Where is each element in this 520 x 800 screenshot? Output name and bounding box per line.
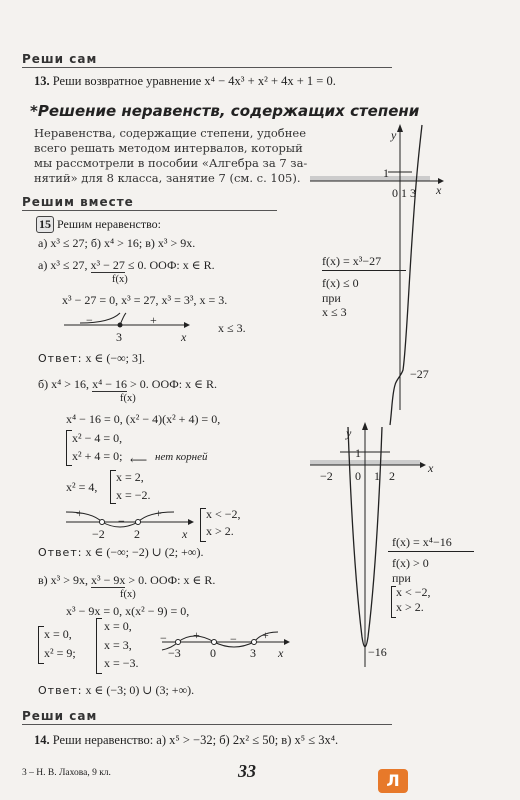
axis-label: y [346,426,352,440]
answer-v [38,683,194,698]
part-b-line-3: x² = 4, [66,480,98,494]
system-line: x = 0, [104,619,132,633]
sign-plus: + [262,628,269,642]
section-heading-reshi-sam: Реши сам [22,52,98,66]
text: ≤ 0. ООФ: x ∈ R. [124,258,215,272]
system-line: x < −2, [206,507,241,521]
arrow-icon: ⟵ [130,453,148,467]
fx-label: f(x) [120,589,136,600]
number-line-b [64,510,194,540]
function-label: f(x) = x⁴−16 [392,535,452,549]
divider [22,724,392,725]
root-label: 0 [210,646,216,660]
no-roots-note: нет корней [155,451,208,463]
system-line: x = 2, [116,470,144,484]
number-line-a [60,311,190,345]
intro-line: всего решать методом интервалов, который [34,141,303,155]
function-label: f(x) = x³−27 [322,254,382,268]
tick-label: 0 [355,469,361,483]
part-b-line-1 [38,377,217,392]
fx-label: f(x) [112,274,128,285]
task-number: 14. [34,733,50,747]
part-v-line-1 [38,573,215,588]
tick-label: 2 [389,469,395,483]
answer-label: Ответ: [38,546,83,559]
underbrace-expression: x⁴ − 16 [92,377,128,391]
task-13 [34,74,336,89]
task-text: Реши возвратное уравнение x⁴ − 4x³ + x² + 4x + 1 = 0. [52,74,336,88]
task-15-items: а) x³ ≤ 27; б) x⁴ > 16; в) x³ > 9x. [38,236,196,250]
tick-label: 1 [383,166,389,180]
sign-minus: − [160,631,167,645]
sign-minus: − [118,514,125,528]
part-a-line-1 [38,258,215,273]
system-line: x² − 4 = 0, [72,431,123,445]
answer-label: Ответ: [38,352,83,365]
root-label: 3 [250,646,256,660]
system-line: x = −3. [104,656,139,670]
result: x ≤ 3. [218,321,246,335]
sign-minus: − [230,632,237,646]
divider [22,210,277,211]
task-number: 15 [36,216,54,233]
answer-a [38,351,145,366]
part-a-line-2: x³ − 27 = 0, x³ = 27, x³ = 3³, x = 3. [62,293,228,307]
value-label: −16 [368,645,387,659]
divider [322,270,406,271]
divider [388,551,474,552]
root-label: −2 [92,527,105,541]
system-line: x = 0, [44,627,72,641]
task-14 [34,733,338,748]
section-heading-reshim-vmeste: Решим вместе [22,195,134,209]
sign-plus: + [150,313,157,327]
axis-label: x [436,183,442,197]
part-v-line-2: x³ − 9x = 0, x(x² − 9) = 0, [66,604,190,618]
underbrace-expression: x³ − 27 [90,258,125,272]
intro-line: Неравенства, содержащие степени, удобнее [34,126,306,140]
section-title: *Решение неравенств, содержащих степени [30,102,420,120]
axis-label: x [278,646,284,660]
tick-label: 0 1 3 [392,186,416,200]
system-line: x² + 4 = 0; [72,449,123,463]
text: в) x³ > 9x, [38,573,92,587]
sign-minus: − [86,313,93,327]
answer-label: Ответ: [38,684,83,697]
answer-value: x ∈ (−∞; −2) ∪ (2; +∞). [85,545,204,559]
sign-plus: + [193,628,200,642]
text: > 0. ООФ: x ∈ R. [127,377,217,391]
condition-line: x ≤ 3 [322,305,347,319]
section-heading-reshi-sam: Реши сам [22,709,98,723]
condition-line: f(x) ≤ 0 [322,276,359,290]
graph-cubic [300,120,450,430]
task-number: 13. [34,74,50,88]
text: б) x⁴ > 16, [38,377,93,391]
footer-author: 3 – Н. В. Лахова, 9 кл. [22,768,111,778]
text: > 0. ООФ: x ∈ R. [125,573,216,587]
divider [22,67,392,68]
answer-value: x ∈ (−∞; 3]. [85,351,145,365]
system-line: x = 3, [104,638,132,652]
page-number: 33 [238,761,256,781]
tick-label: −2 [320,469,333,483]
condition-line: при [392,571,411,585]
text: а) x³ ≤ 27, [38,258,91,272]
system-line: x = −2. [116,488,151,502]
axis-label: y [391,128,397,142]
sign-plus: + [155,506,162,520]
part-b-line-2: x⁴ − 16 = 0, (x² − 4)(x² + 4) = 0, [66,412,221,426]
fx-label: f(x) [120,393,136,404]
task-text: Решим неравенство: [57,217,162,231]
root-label: −3 [168,646,181,660]
sign-plus: + [76,506,83,520]
answer-value: x ∈ (−3; 0) ∪ (3; +∞). [85,683,195,697]
system-bracket [96,618,102,674]
publisher-logo: Л [378,769,408,793]
value-label: −27 [410,367,429,381]
condition-line: при [322,291,341,305]
intro-paragraph [34,126,307,186]
task-15 [36,216,161,233]
system-line: x² = 9; [44,646,76,660]
tick-label: 1 [355,446,361,460]
condition-line: x > 2. [396,600,424,614]
root-label: 2 [134,527,140,541]
condition-line: f(x) > 0 [392,556,429,570]
condition-line: x < −2, [396,585,431,599]
tick-label: 1 [374,469,380,483]
intro-line: нятий» для 8 класса, занятие 7 (см. с. 105). [34,171,301,185]
system-line: x > 2. [206,524,234,538]
underbrace-expression: x³ − 9x [91,573,126,587]
root-label: 3 [116,330,122,344]
answer-b [38,545,203,560]
intro-line: мы рассмотрели в пособии «Алгебра за 7 за- [34,156,308,170]
task-text: Реши неравенство: а) x⁵ > −32; б) 2x² ≤ 50; в) x⁵ ≤ 3x⁴. [52,733,339,747]
axis-label: x [181,330,187,344]
axis-label: x [428,461,434,475]
axis-label: x [182,527,188,541]
